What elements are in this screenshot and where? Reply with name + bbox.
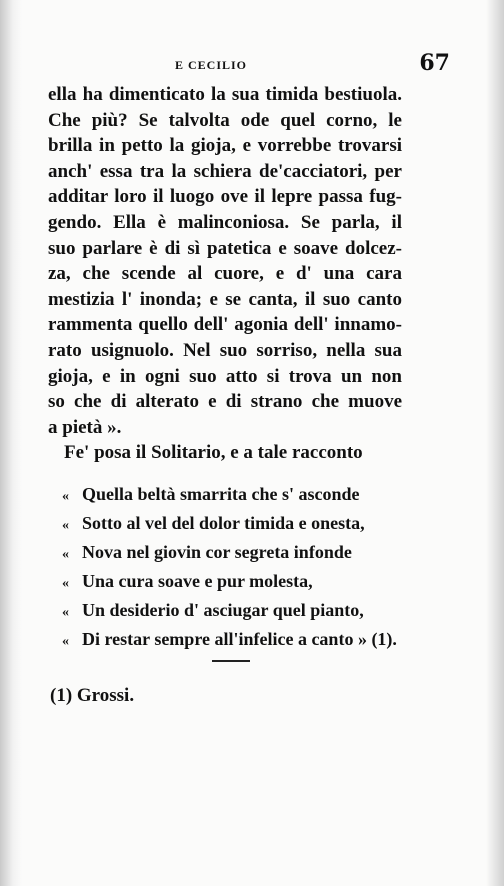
text-line: Che più? Se talvolta ode quel corno, le [48, 109, 402, 131]
body-text [48, 82, 402, 466]
text-line: anch' essa tra la schiera de'cacciatori, per [48, 160, 402, 182]
verse-line [62, 626, 402, 655]
verse-text: Di restar sempre all'infelice a canto » (1). [82, 629, 397, 649]
verse-text: Un desiderio d' asciugar quel pianto, [82, 600, 364, 620]
running-title: E CECILIO [175, 58, 248, 72]
text-line: brilla in petto la gioja, e vorrebbe trovarsi [48, 135, 402, 157]
verse-text: Sotto al vel del dolor timida e onesta, [82, 513, 365, 533]
quote-mark: « [62, 489, 69, 504]
text-line: suo parlare è di sì patetica e soave dolcez- [48, 237, 402, 259]
text-line: ella ha dimenticato la sua timida bestiuola. [48, 84, 402, 105]
text-line: additar loro il luogo ove il lepre passa fug- [48, 186, 402, 208]
text-line: za, che scende al cuore, e d' una cara [48, 263, 402, 285]
paragraph-line: Fe' posa il Solitario, e a tale racconto [64, 442, 363, 464]
text-line: rato usignuolo. Nel suo sorriso, nella sua [48, 339, 402, 361]
text-line: a pietà ». [48, 416, 122, 438]
page-edge [486, 0, 504, 886]
page-number: 67 [419, 50, 450, 76]
verse-line [62, 539, 402, 568]
quote-mark: « [62, 576, 69, 591]
verse-line [62, 597, 402, 626]
verse-line [62, 568, 402, 597]
text-line: gioja, e in ogni suo atto si trova un non [48, 365, 402, 387]
quote-mark: « [62, 634, 69, 649]
verse-block [62, 481, 402, 655]
verse-line [62, 481, 402, 510]
running-head [50, 50, 450, 76]
footnote: (1) Grossi. [50, 685, 135, 706]
text-line: gendo. Ella è malinconiosa. Se parla, il [48, 211, 402, 233]
text-line: mestizia l' inonda; e se canta, il suo canto [48, 288, 402, 310]
verse-line [62, 510, 402, 539]
text-line: rammenta quello dell' agonia dell' innamo- [48, 314, 402, 336]
verse-text: Quella beltà smarrita che s' asconde [82, 484, 360, 504]
verse-text: Nova nel giovin cor segreta infonde [82, 542, 352, 562]
quote-mark: « [62, 605, 69, 620]
quote-mark: « [62, 547, 69, 562]
quote-mark: « [62, 518, 69, 533]
footnote-separator [212, 660, 250, 662]
text-line: so che di alterato e di strano che muove [48, 391, 402, 413]
gutter-shadow [0, 0, 22, 886]
verse-text: Una cura soave e pur molesta, [82, 571, 313, 591]
